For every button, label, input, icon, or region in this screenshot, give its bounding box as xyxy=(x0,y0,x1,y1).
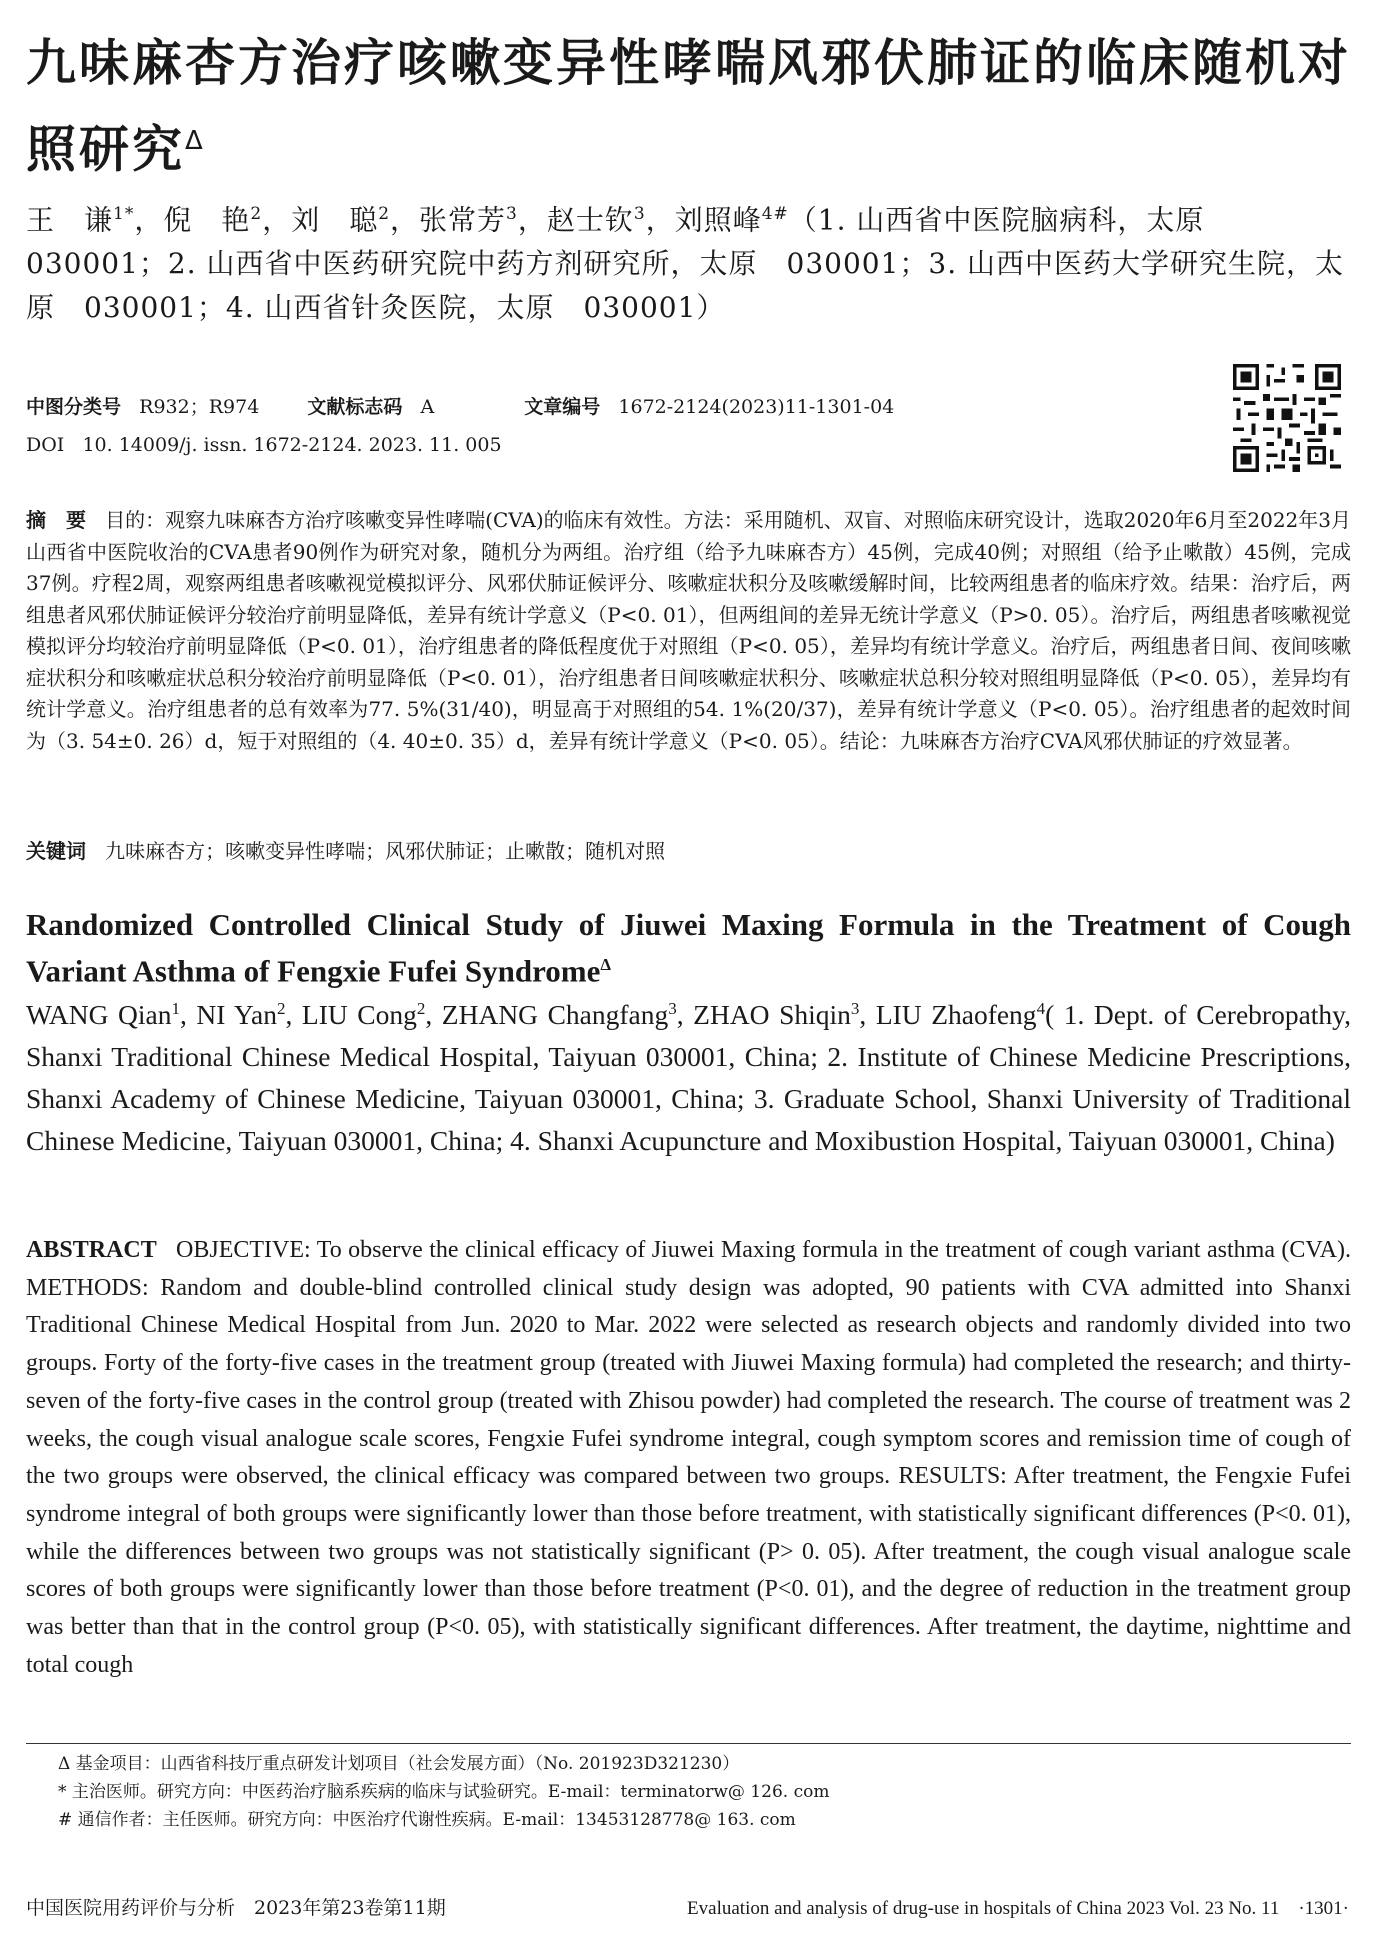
author-3: ，刘 聪 xyxy=(262,203,379,237)
doi-label: DOI xyxy=(26,434,65,456)
fund-mark: Δ xyxy=(185,126,206,156)
article-number-label: 文章编号 xyxy=(524,396,601,418)
fund-mark-en: Δ xyxy=(600,955,612,974)
footnotes xyxy=(58,1750,1338,1834)
abstract-cn-label: 摘 要 xyxy=(26,508,87,532)
footnote-divider xyxy=(26,1743,1351,1744)
author-en-5: , ZHAO Shiqin xyxy=(676,999,851,1031)
author-en-4: , ZHANG Changfang xyxy=(425,999,669,1031)
keywords-cn-text: 九味麻杏方；咳嗽变异性哮喘；风邪伏肺证；止嗽散；随机对照 xyxy=(105,839,666,863)
author-6: ，刘照峰 xyxy=(645,203,762,237)
author-2: ，倪 艳 xyxy=(134,203,251,237)
meta-line-1 xyxy=(26,388,1226,426)
article-number-value: 1672-2124(2023)11-1301-04 xyxy=(618,396,895,418)
article-title-cn-text: 九味麻杏方治疗咳嗽变异性哮喘风邪伏肺证的临床随机对照研究 xyxy=(26,34,1351,179)
author-4: ，张常芳 xyxy=(390,203,507,237)
author-en-1-sup: 1 xyxy=(171,999,180,1018)
author-en-1: WANG Qian xyxy=(26,999,172,1031)
affiliations-cn: （1. 山西省中医院脑病科，太原 030001；2. 山西省中医药研究院中药方剂研究所，太原 030001；3. 山西中医药大学研究生院，太原 030001；4. 山西省针灸医院，太原 030001） xyxy=(26,203,1345,325)
author-3-sup: 2 xyxy=(378,204,391,224)
author-en-3-sup: 2 xyxy=(416,999,426,1018)
clc-value: R932；R974 xyxy=(139,396,260,418)
author-2-sup: 2 xyxy=(250,204,263,224)
footnote-corresponding-author: # 通信作者：主任医师。研究方向：中医治疗代谢性疾病。E-mail：13453128778@ 163. com xyxy=(58,1810,796,1830)
author-en-2-sup: 2 xyxy=(277,999,286,1018)
author-5: ，赵士钦 xyxy=(517,203,634,237)
author-en-4-sup: 3 xyxy=(668,999,677,1018)
authors-cn xyxy=(26,192,1351,330)
article-title-en-text: Randomized Controlled Clinical Study of Jiuwei Maxing Formula in the Treatment of Cough Variant Asthma of Fengxie Fufei Syndrome xyxy=(26,907,1351,989)
abstract-en-label: ABSTRACT xyxy=(26,1237,157,1263)
author-1-sup: 1* xyxy=(113,204,135,224)
footnote-fund: Δ 基金项目：山西省科技厅重点研发计划项目（社会发展方面）（No. 201923D321230） xyxy=(58,1754,740,1774)
abstract-en-text: OBJECTIVE: To observe the clinical efficacy of Jiuwei Maxing formula in the treatment of cough variant asthma (CVA). METHODS: Random and double-blind controlled clinical study design was adopted, 90 patients with CVA admitted into Shanxi Traditional Chinese Medical Hospital from Jun. 2020 to Mar. 2022 were selected as research objects and randomly divided into two groups. Forty of the forty-five cases in the treatment group (treated with Jiuwei Maxing formula) had completed the research; and thirty-seven of the forty-five cases in the control group (treated with Zhisou powder) had completed the research. The course of treatment was 2 weeks, the cough visual analogue scale scores, Fengxie Fufei syndrome integral, cough symptom scores and remission time of cough of the two groups were observed, the clinical efficacy was compared between two groups. RESULTS: After treatment, the Fengxie Fufei syndrome integral of both groups were significantly lower than those before treatment, with statistically significant differences (P<0. 01), while the differences between two groups was not statistically significant (P> 0. 05). After treatment, the cough visual analogue scale scores of both groups were significantly lower than those before treatment (P<0. 01), and the degree of reduction in the treatment group was better than that in the control group (P<0. 05), with statistically significant differences. After treatment, the daytime, nighttime and total cough xyxy=(26,1237,1351,1678)
meta-line-2 xyxy=(26,426,1226,464)
author-6-sup: 4# xyxy=(761,204,789,224)
article-title-en xyxy=(26,905,1351,991)
doc-code-label: 文献标志码 xyxy=(307,396,403,418)
keywords-cn xyxy=(26,836,1351,866)
article-title-cn xyxy=(26,24,1351,189)
footer-journal-en: Evaluation and analysis of drug-use in hospitals of China 2023 Vol. 23 No. 11 ·1301· xyxy=(687,1898,1349,1919)
doi-value[interactable]: 10. 14009/j. issn. 1672-2124. 2023. 11. 005 xyxy=(82,434,502,456)
author-en-2: , NI Yan xyxy=(179,999,278,1031)
author-en-6: , LIU Zhaofeng xyxy=(859,999,1037,1031)
abstract-cn-text: 目的：观察九味麻杏方治疗咳嗽变异性哮喘(CVA)的临床有效性。方法：采用随机、双盲、对照临床研究设计，选取2020年6月至2022年3月山西省中医院收治的CVA患者90例作为研究对象，随机分为两组。治疗组（给予九味麻杏方）45例，完成40例；对照组（给予止嗽散）45例，完成37例。疗程2周，观察两组患者咳嗽视觉模拟评分、风邪伏肺证候评分、咳嗽症状积分及咳嗽缓解时间，比较两组患者的临床疗效。结果：治疗后，两组患者风邪伏肺证候评分较治疗前明显降低，差异有统计学意义（P<0. 01），但两组间的差异无统计学意义（P>0. 05）。治疗后，两组患者咳嗽视觉模拟评分均较治疗前明显降低（P<0. 01），治疗组患者的降低程度优于对照组（P<0. 05），差异均有统计学意义。治疗后，两组患者日间、夜间咳嗽症状积分和咳嗽症状总积分较治疗前明显降低（P<0. 01），治疗组患者日间咳嗽症状积分、咳嗽症状总积分较对照组明显降低（P<0. 05），差异均有统计学意义。治疗组患者的总有效率为77. 5%(31/40)，明显高于对照组的54. 1%(20/37)，差异有统计学意义（P<0. 05）。治疗组患者的起效时间为（3. 54±0. 26）d，短于对照组的（4. 40±0. 35）d，差异有统计学意义（P<0. 05）。结论：九味麻杏方治疗CVA风邪伏肺证的疗效显著。 xyxy=(26,508,1352,753)
doc-code-value: A xyxy=(420,396,435,418)
abstract-en xyxy=(26,1232,1351,1684)
author-en-5-sup: 3 xyxy=(850,999,860,1018)
qr-code[interactable] xyxy=(1233,364,1341,472)
affiliations-en: ( 1. Dept. of Cerebropathy, Shanxi Traditional Chinese Medical Hospital, Taiyuan 030001, China; 2. Institute of Chinese Medicine Prescriptions, Shanxi Academy of Chinese Medicine, Taiyuan 030001, China; 3. Graduate School, Shanxi University of Traditional Chinese Medicine, Taiyuan 030001, China; 4. Shanxi Acupuncture and Moxibustion Hospital, Taiyuan 030001, China) xyxy=(26,999,1352,1157)
footer-journal-cn: 中国医院用药评价与分析 2023年第23卷第11期 xyxy=(26,1897,446,1919)
footnote-first-author: * 主治医师。研究方向：中医药治疗脑系疾病的临床与试验研究。E-mail：terminatorw@ 126. com xyxy=(58,1782,830,1802)
article-meta xyxy=(26,388,1226,464)
clc-label: 中图分类号 xyxy=(26,396,122,418)
keywords-cn-label: 关键词 xyxy=(26,839,86,863)
author-en-3: , LIU Cong xyxy=(285,999,417,1031)
abstract-cn xyxy=(26,505,1351,757)
author-5-sup: 3 xyxy=(633,204,646,224)
author-4-sup: 3 xyxy=(506,204,518,224)
author-en-6-sup: 4 xyxy=(1036,999,1046,1018)
author-1: 王 谦 xyxy=(26,203,114,237)
authors-en xyxy=(26,988,1351,1162)
